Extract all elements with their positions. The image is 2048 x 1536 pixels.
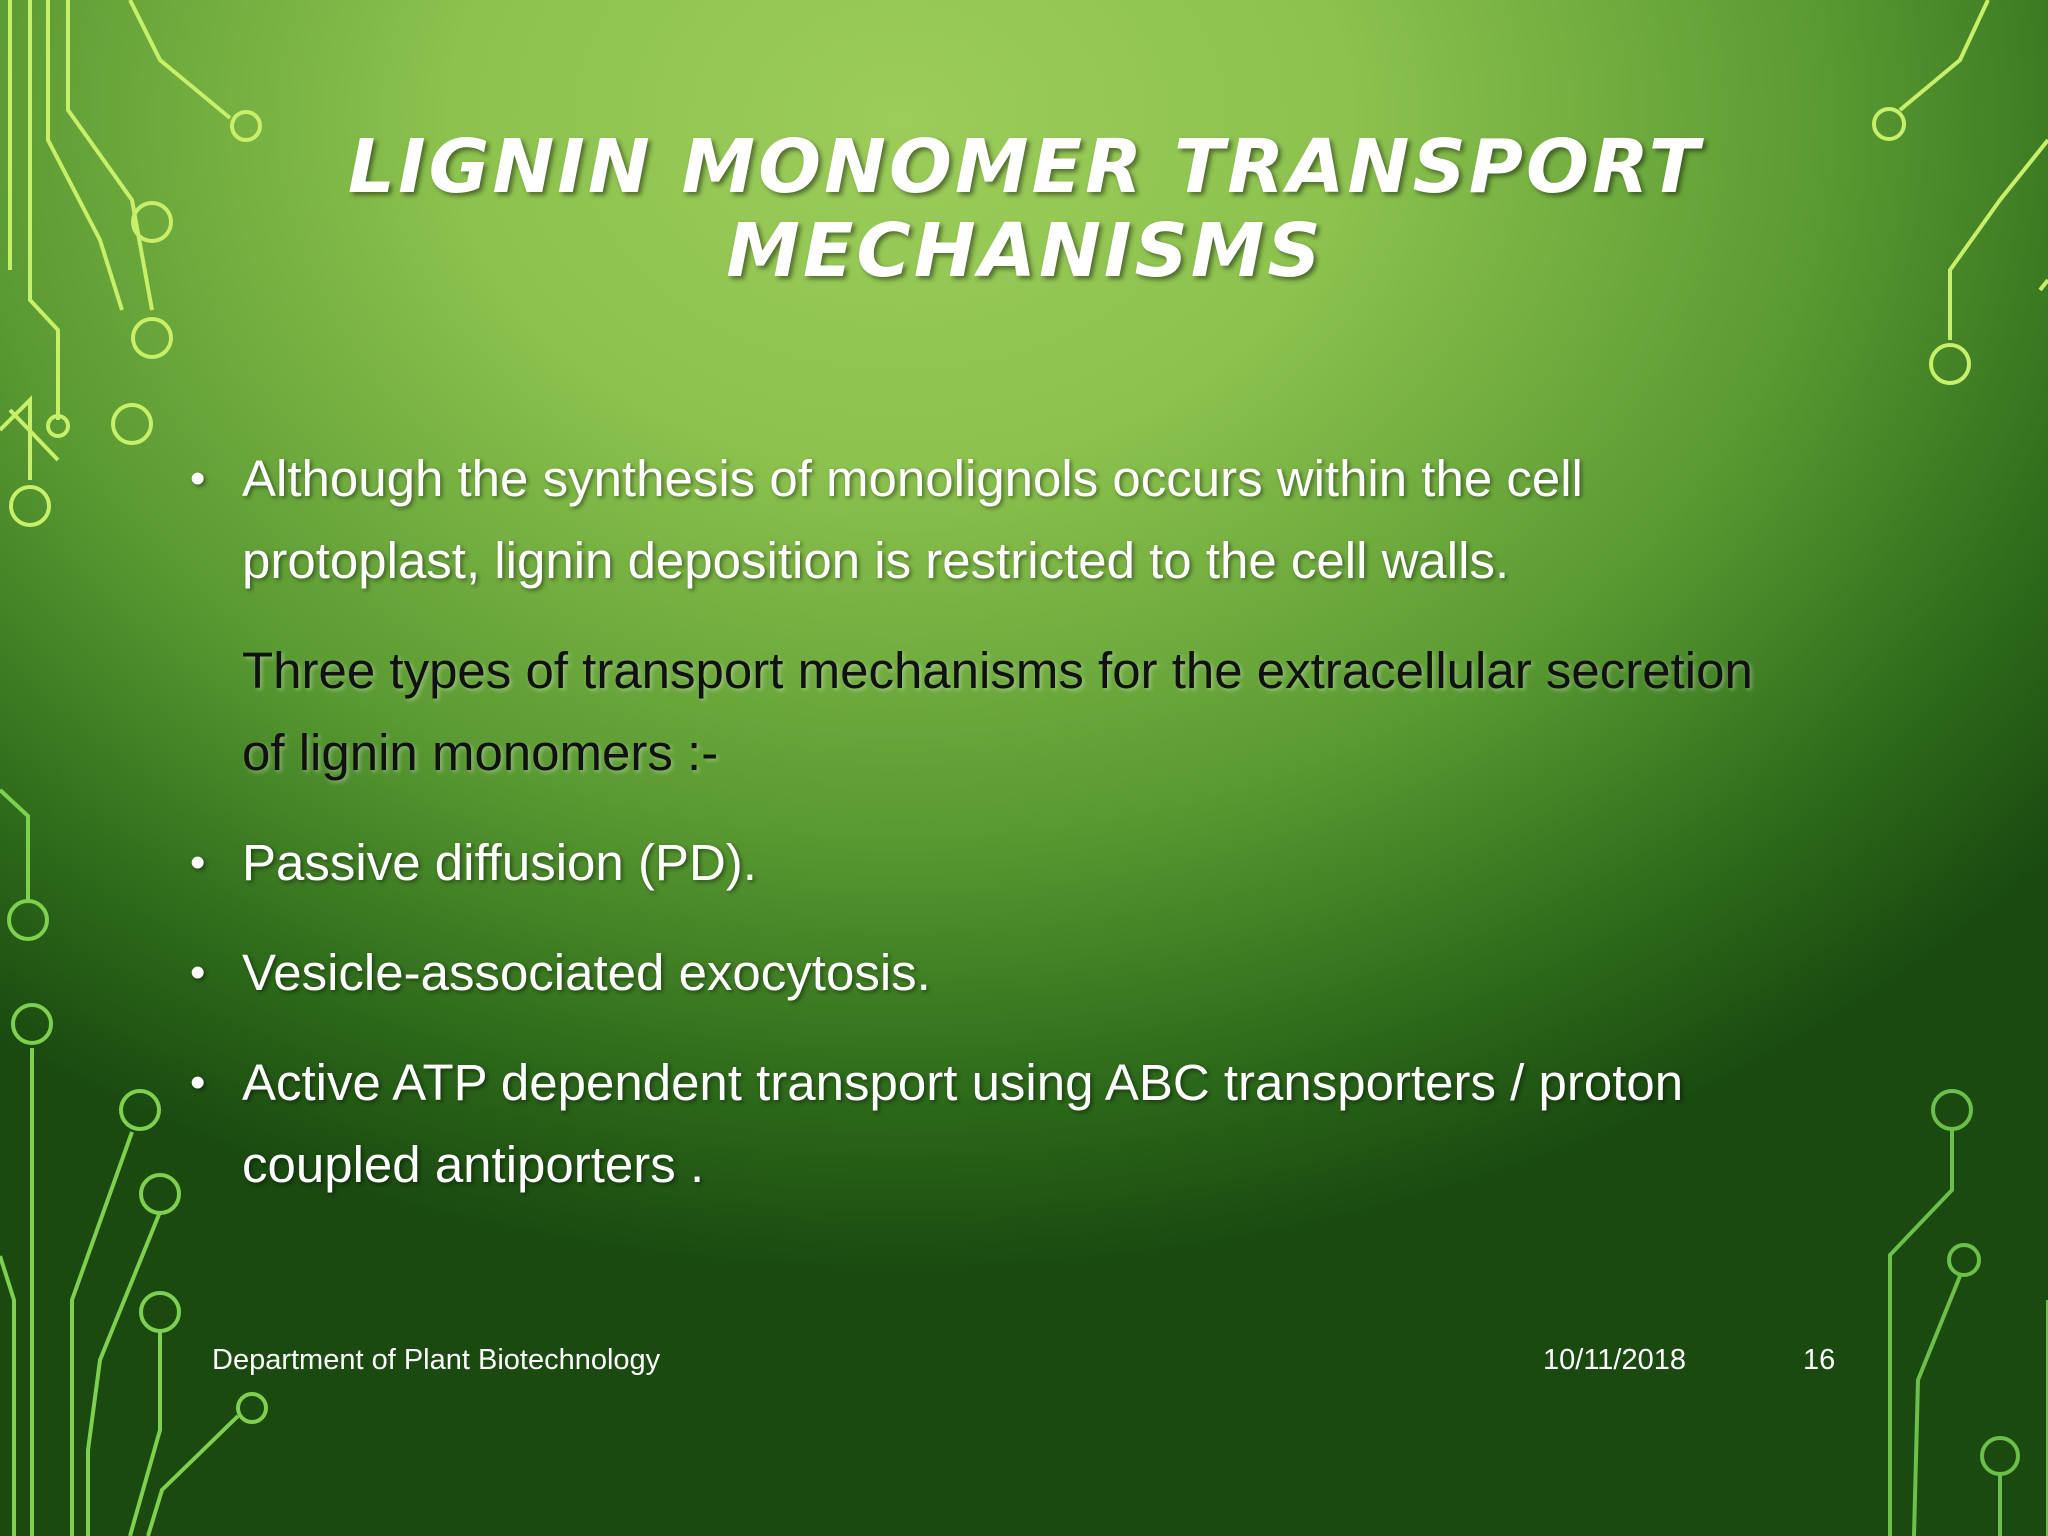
- bullet-item: [190, 438, 1790, 602]
- bullet-text: Vesicle-associated exocytosis.: [242, 944, 931, 1001]
- circuit-bottom-right: [1890, 1091, 2048, 1536]
- slide-number: 16: [1803, 1344, 1836, 1376]
- bullet-item: [190, 1042, 1790, 1206]
- bullet-text: Passive diffusion (PD).: [242, 834, 757, 891]
- bullet-icon: •: [190, 948, 206, 997]
- circuit-top-right: [1874, 0, 2048, 383]
- footer-department: Department of Plant Biotechnology: [212, 1344, 661, 1376]
- bullet-item: [190, 932, 1790, 1014]
- bullet-text: Although the synthesis of monolignols occurs within the cell protoplast, lignin deposition is restricted to the cell walls.: [242, 450, 1583, 589]
- bullet-icon: •: [190, 1058, 206, 1107]
- bullet-item: [190, 822, 1790, 904]
- bullet-icon: •: [190, 454, 206, 503]
- slide-body: [190, 438, 1790, 1234]
- bullet-text: Active ATP dependent transport using ABC transporters / proton coupled antiporters .: [242, 1054, 1684, 1193]
- transport-intro-note: Three types of transport mechanisms for the extracellular secretion of lignin monomers :-: [242, 642, 1753, 781]
- footer-date: 10/11/2018: [1543, 1344, 1686, 1376]
- bullet-icon: •: [190, 838, 206, 887]
- slide-title: LIGNIN MONOMER TRANSPORT MECHANISMS: [347, 124, 1703, 294]
